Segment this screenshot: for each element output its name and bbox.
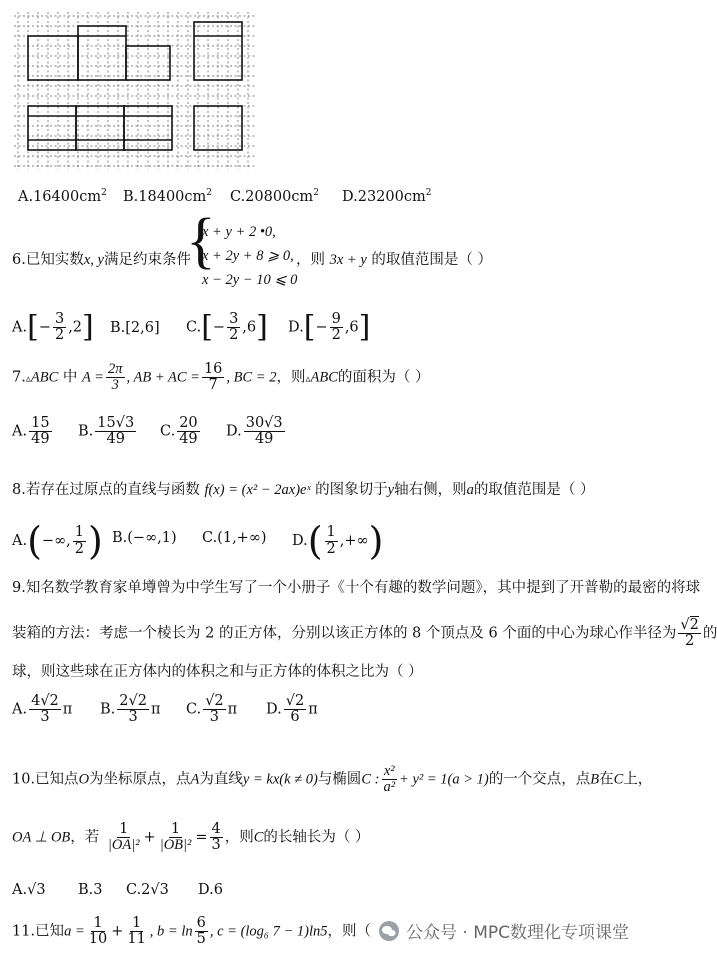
q11-stem: 11.已知a = $\frac{1}{10}$ + $\frac{1}{11}$ , b = ln $\frac{6}{5}$ , c = (log₆ 7 − 1)ln5，则（ <box>12 915 371 948</box>
q9-line-3: 球，则这些球在正方体内的体积之和与正方体的体积之比为（ ） <box>12 664 423 680</box>
q9-option-c[interactable]: C. $\frac{√2}{3}$ π <box>186 693 238 726</box>
q7-option-c[interactable]: C. $\frac{20}{49}$ <box>160 415 198 448</box>
q10-option-d[interactable]: D.6 <box>198 882 223 898</box>
q6-constraint-2: x + 2y + 8 ⩾ 0, <box>202 248 294 264</box>
q7-option-a[interactable]: A. $\frac{15}{49}$ <box>12 415 50 448</box>
q6-stem-prefix: 6.已知实数x, y满足约束条件 <box>12 252 191 268</box>
q6-stem-suffix: ，则 3x + y 的取值范围是（ ） <box>296 252 492 268</box>
q6-option-b[interactable]: B.[2,6] <box>110 320 160 336</box>
q9-option-d[interactable]: D. $\frac{√2}{6}$ π <box>266 693 318 726</box>
q5-option-c[interactable]: $C.20800cm^2$ <box>230 188 319 205</box>
q10-line-1: 10.已知点O为坐标原点，点A为直线y = kx(k ≠ 0)与椭圆C : $\frac{\text{x²}}{\text{a²}}$ + y² = 1(a > 1)的一个交点，点B在C上， <box>12 763 653 796</box>
q8-stem: 8.若存在过原点的直线与函数 f(x) = (x² − 2ax)eˣ 的图象切于y轴右侧，则a的取值范围是（ ） <box>12 482 595 498</box>
q5-option-d[interactable]: $D.23200cm^2$ <box>342 188 432 205</box>
q6-constraint-1: x + y + 2 •0, <box>202 224 276 240</box>
q8-option-c[interactable]: C.(1,+∞) <box>202 530 267 546</box>
q9-line-1: 9.知名数学教育家单墫曾为中学生写了一个小册子《十个有趣的数学问题》，其中提到了开普勒的最密的将球 <box>12 580 701 596</box>
q7-option-d[interactable]: D. $\frac{30√3}{49}$ <box>226 415 283 448</box>
q7-option-b[interactable]: B. $\frac{15√3}{49}$ <box>78 415 135 448</box>
q6-constraint-3: x − 2y − 10 ⩽ 0 <box>202 272 298 288</box>
q8-option-b[interactable]: B.(−∞,1) <box>112 530 177 546</box>
q10-option-a[interactable]: A.√3 <box>12 882 46 898</box>
q6-option-c[interactable]: C.[− $\frac{3}{2}$ ,6] <box>186 309 268 345</box>
q6-brace: { <box>186 207 216 275</box>
q9-option-b[interactable]: B. $\frac{2√2}{3}$ π <box>100 693 161 726</box>
grid-figure <box>14 12 256 170</box>
wechat-icon <box>378 920 400 942</box>
q10-line-2: OA ⊥ OB，若 $\frac{1}{\text{|OA|²}}$ + $\frac{1}{\text{|OB|²}}$ = $\frac{4}{3}$ ，则C的长轴长为（ ） <box>12 821 370 854</box>
q5-option-b[interactable]: $B.18400cm^2$ <box>123 188 212 205</box>
q7-stem: 7.▵ABC 中 A = $\frac{2\pi}{3}$ , AB + AC = $\frac{16}{7}$ , BC = 2，则▵ABC的面积为（ ） <box>12 361 430 394</box>
q6-option-d[interactable]: D.[− $\frac{9}{2}$ ,6] <box>288 309 371 345</box>
q8-option-a[interactable]: A.(−∞, $\frac{1}{2}$ ) <box>12 519 103 563</box>
watermark-text: 公众号 · MPC数理化专项课堂 <box>406 923 630 943</box>
q8-option-d[interactable]: D.( $\frac{1}{2}$ ,+∞) <box>292 519 384 563</box>
q10-option-b[interactable]: B.3 <box>78 882 103 898</box>
watermark <box>378 918 629 943</box>
q10-option-c[interactable]: C.2√3 <box>126 882 169 898</box>
q9-option-a[interactable]: A. $\frac{4√2}{3}$ π <box>12 693 73 726</box>
q9-line-2: 装箱的方法：考虑一个棱长为 2 的正方体，分别以该正方体的 8 个顶点及 6 个面的中心为球心作半径为 $\frac{√2}{2}$ 的 <box>12 617 717 650</box>
q6-option-a[interactable]: A.[− $\frac{3}{2}$ ,2] <box>12 309 94 345</box>
q5-option-a[interactable]: $A.16400cm^2$ <box>18 188 107 205</box>
